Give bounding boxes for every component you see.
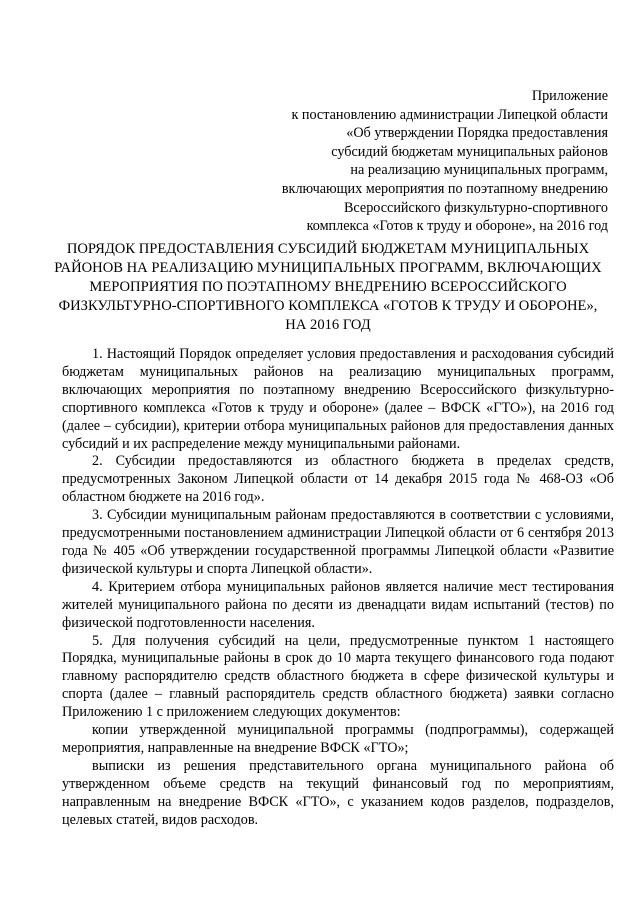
document-body [62,346,614,829]
document-title: ПОРЯДОК ПРЕДОСТАВЛЕНИЯ СУБСИДИЙ БЮДЖЕТАМ МУНИЦИПАЛЬНЫХ РАЙОНОВ НА РЕАЛИЗАЦИЮ МУНИЦИПАЛЬНЫХ ПРОГРАММ, ВКЛЮЧАЮЩИХ МЕРОПРИЯТИЯ ПО ПОЭТАПНОМУ ВНЕДРЕНИЮ ВСЕРОССИЙСКОГО ФИЗКУЛЬТУРНО-СПОРТИВНОГО КОМПЛЕКСА «ГОТОВ К ТРУДУ И ОБОРОНЕ», НА 2016 ГОД [54,241,602,333]
appendix-line: «Об утверждении Порядка предоставления [346,125,608,142]
paragraph-3: 3. Субсидии муниципальным районам предоставляются в соответствии с условиями, предусмотренными постановлением администрации Липецкой области от 6 сентября 2013 года № 405 «Об утверждении государственной программы Липецкой области «Развитие физической культуры и спорта Липецкой области». [62,507,614,577]
paragraph-5: 5. Для получения субсидий на цели, предусмотренные пунктом 1 настоящего Порядка, муниципальные районы в срок до 10 марта текущего финансового года подают главному распорядителю средств областного бюджета в сфере физической культуры и спорта (далее – главный распорядитель средств областного бюджета) заявки согласно Приложению 1 с приложением следующих документов: [62,632,614,721]
appendix-line: Приложение [531,88,608,104]
appendix-line: включающих мероприятия по поэтапному внедрению [281,180,608,197]
appendix-line: Всероссийского физкультурно-спортивного [343,199,608,216]
paragraph-1: 1. Настоящий Порядок определяет условия предоставления и расходования субсидий бюджетам муниципальных районов на реализацию муниципальных программ, включающих мероприятия по поэтапному внедрению Всероссийского физкультурно-спортивного комплекса «Готов к труду и обороне» (далее – ВФСК «ГТО»), на 2016 год (далее – субсидии), критерии отбора муниципальных районов для предоставления данных субсидий и их распределение между муниципальными районами. [62,346,614,452]
paragraph-2: 2. Субсидии предоставляются из областного бюджета в пределах средств, предусмотренных Законом Липецкой области от 14 декабря 2015 года № 468-ОЗ «Об областном бюджете на 2016 год». [62,453,614,506]
paragraph-4: 4. Критерием отбора муниципальных районов является наличие мест тестирования жителей муниципального района по десяти из двенадцати видам испытаний (тестов) по физической подготовленности населения. [62,578,614,631]
appendix-line: на реализацию муниципальных программ, [350,162,608,179]
appendix-header [188,87,608,236]
appendix-line: к постановлению администрации Липецкой области [291,106,608,123]
appendix-line: комплекса «Готов к труду и обороне», на 2016 год [306,218,608,235]
paragraph-5-item-1: копии утвержденной муниципальной программы (подпрограммы), содержащей мероприятия, направленные на внедрение ВФСК «ГТО»; [62,722,614,756]
appendix-line: субсидий бюджетам муниципальных районов [331,143,608,160]
paragraph-5-item-2: выписки из решения представительного органа муниципального района об утвержденном объеме средств на текущий финансовый год по мероприятиям, направленным на внедрение ВФСК «ГТО», с указанием кодов разделов, подразделов, целевых статей, видов расходов. [62,757,614,828]
